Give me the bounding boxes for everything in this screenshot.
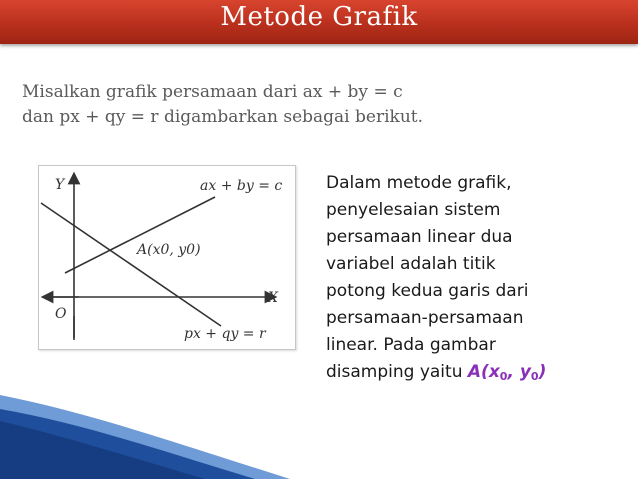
- intro-line-2: dan px + qy = r digambarkan sebagai berikut.: [22, 107, 424, 127]
- point-comma: , y: [507, 362, 531, 382]
- x-axis-label: X: [268, 290, 278, 306]
- description-text: [326, 170, 626, 390]
- point-open: A(x: [467, 362, 500, 382]
- desc-line: penyelesaian sistem: [326, 200, 501, 220]
- desc-line: variabel adalah titik: [326, 254, 496, 274]
- slide-title: Metode Grafik: [220, 2, 418, 32]
- title-bar: [0, 0, 638, 44]
- point-a-label: [468, 362, 546, 382]
- line2-label: px + qy = r: [184, 326, 266, 342]
- intro-text: [22, 80, 582, 130]
- intersection-label: A(x0, y0): [137, 242, 201, 258]
- desc-line: Dalam metode grafik,: [326, 173, 512, 193]
- footer-decoration: [0, 395, 638, 479]
- desc-line: persamaan-persamaan: [326, 308, 524, 328]
- desc-line: linear. Pada gambar: [326, 335, 496, 355]
- point-sub-2: 0: [530, 370, 539, 383]
- origin-label: O: [55, 306, 67, 322]
- desc-line: potong kedua garis dari: [326, 281, 529, 301]
- graph-figure: [38, 165, 296, 350]
- line-px-qy-r: [41, 203, 221, 326]
- point-close: ): [538, 362, 547, 382]
- desc-last-line: [326, 359, 626, 390]
- point-sub-1: 0: [499, 370, 508, 383]
- intro-line-1: Misalkan grafik persamaan dari ax + by = c: [22, 82, 403, 102]
- graph-svg: [39, 166, 295, 349]
- y-axis-label: Y: [55, 177, 65, 193]
- desc-line: persamaan linear dua: [326, 227, 513, 247]
- line1-label: ax + by = c: [200, 178, 283, 194]
- desc-last-prefix: disamping yaitu: [326, 362, 463, 382]
